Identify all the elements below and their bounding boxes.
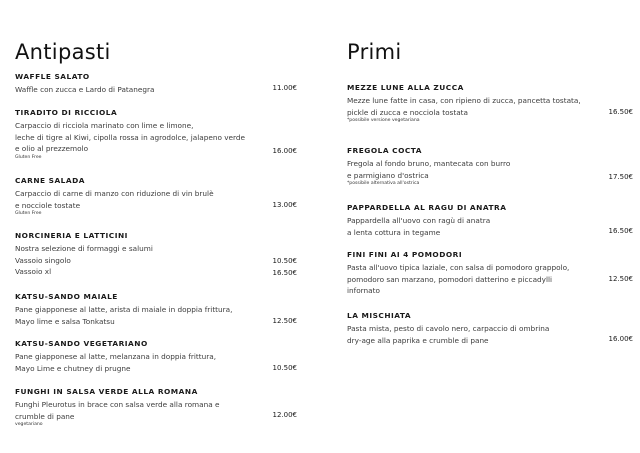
- item-price: 12.50€: [608, 275, 633, 283]
- item-note: *possibile versione vegetariana: [347, 118, 420, 124]
- item-note: vegetariano: [15, 422, 43, 428]
- item-note: Gluten Free: [15, 211, 42, 217]
- item-note: *possibile alternativa all'ostrica: [347, 181, 420, 187]
- primi-title: Primi: [347, 40, 402, 64]
- item-name: CARNE SALADA: [15, 176, 85, 185]
- antipasti-title: Antipasti: [15, 40, 111, 64]
- desc-line: Pane giapponese al latte, melanzana in doppia frittura,: [15, 352, 217, 361]
- desc-line: Pane giapponese al latte, arista di maiale in doppia frittura,: [15, 305, 233, 314]
- desc-line: Mezze lune fatte in casa, con ripieno di zucca, pancetta tostata,: [347, 96, 581, 105]
- item-desc: [347, 262, 632, 297]
- menu-item-tiradito-di-ricciola: [15, 107, 305, 161]
- item-price: 16.50€: [608, 227, 633, 235]
- item-desc: [347, 158, 632, 181]
- desc-line: Funghi Pleurotus in brace con salsa verde alla romana e: [15, 400, 220, 409]
- menu-item-carne-salada: [15, 175, 305, 217]
- item-desc: [15, 399, 305, 422]
- item-desc: [347, 215, 632, 238]
- item-desc: Waffle con zucca e Lardo di Patanegra: [15, 85, 155, 94]
- item-desc: [347, 323, 632, 346]
- desc-line: dry-age alla paprika e crumble di pane: [347, 335, 489, 345]
- item-name: TIRADITO DI RICCIOLA: [15, 108, 118, 117]
- menu-item-fini-fini-ai-4-pomodori: [347, 249, 632, 297]
- item-price: 12.00€: [272, 411, 297, 419]
- desc-line: infornato: [347, 286, 380, 296]
- item-name: WAFFLE SALATO: [15, 72, 90, 81]
- item-price: 13.00€: [272, 201, 297, 209]
- desc-line: e olio al prezzemolo: [15, 144, 89, 154]
- item-price: 16.00€: [608, 335, 633, 343]
- desc-line: Carpaccio di ricciola marinato con lime e limone,: [15, 121, 194, 130]
- item-desc: [15, 304, 305, 327]
- desc-line: Mayo lime e salsa Tonkatsu: [15, 316, 115, 326]
- item-name: FREGOLA COCTA: [347, 146, 422, 155]
- item-desc: [15, 120, 305, 155]
- item-note: Gluten Free: [15, 154, 42, 160]
- item-price-xl: 16.50€: [272, 269, 297, 277]
- desc-line: leche di tigre al Kiwi, cipolla rossa in agrodolce, jalapeno verde: [15, 132, 246, 142]
- item-name: KATSU-SANDO VEGETARIANO: [15, 339, 148, 348]
- item-price: 16.00€: [272, 147, 297, 155]
- desc-line: e nocciole tostate: [15, 200, 81, 210]
- menu-item-pappardella-al-ragu-di-anatra: [347, 202, 632, 238]
- menu-item-katsu-sando-vegetariano: [15, 338, 305, 374]
- menu-item-funghi-in-salsa-verde: [15, 386, 305, 428]
- item-price: 10.50€: [272, 364, 297, 372]
- item-name: PAPPARDELLA AL RAGU DI ANATRA: [347, 203, 507, 212]
- desc-line: Pasta all'uovo tipica laziale, con salsa di pomodoro grappolo,: [347, 263, 570, 272]
- menu-item-katsu-sando-maiale: [15, 291, 305, 327]
- menu-item-waffle-salato: [15, 71, 305, 96]
- desc-line: Fregola al fondo bruno, mantecata con burro: [347, 159, 511, 168]
- item-name: FUNGHI IN SALSA VERDE ALLA ROMANA: [15, 387, 198, 396]
- desc-line: Vassoio singolo: [15, 255, 71, 265]
- desc-line: crumble di pane: [15, 411, 75, 421]
- desc-line: Vassoio xl: [15, 267, 52, 277]
- item-price: 12.50€: [272, 317, 297, 325]
- desc-line: Pappardella all'uovo con ragù di anatra: [347, 216, 491, 225]
- item-name: MEZZE LUNE ALLA ZUCCA: [347, 83, 464, 92]
- desc-line: Nostra selezione di formaggi e salumi: [15, 244, 153, 253]
- desc-line: a lenta cottura in tegame: [347, 227, 441, 237]
- item-name: NORCINERIA E LATTICINI: [15, 231, 128, 240]
- item-name: KATSU-SANDO MAIALE: [15, 292, 118, 301]
- item-name: FINI FINI AI 4 POMODORI: [347, 250, 463, 259]
- menu-item-mezze-lune-alla-zucca: [347, 82, 632, 124]
- menu-item-la-mischiata: [347, 310, 632, 346]
- menu-item-fregola-cocta: [347, 145, 632, 187]
- desc-line: e parmigiano d'ostrica: [347, 170, 429, 180]
- desc-line: pickle di zucca e nocciola tostata: [347, 107, 469, 117]
- item-price: 11.00€: [272, 84, 297, 92]
- item-price: 16.50€: [608, 108, 633, 116]
- desc-line: Carpaccio di carne di manzo con riduzione di vin brulè: [15, 189, 214, 198]
- item-price-single: 10.50€: [272, 257, 297, 265]
- item-desc: [15, 351, 305, 374]
- item-desc: [15, 188, 305, 211]
- desc-line: pomodoro san marzano, pomodori datterino e piccadylli: [347, 274, 553, 284]
- item-name: LA MISCHIATA: [347, 311, 412, 320]
- item-price: 17.50€: [608, 173, 633, 181]
- item-desc: [347, 95, 632, 118]
- item-desc: [15, 243, 305, 278]
- desc-line: Pasta mista, pesto di cavolo nero, carpaccio di ombrina: [347, 324, 550, 333]
- menu-item-norcineria-e-latticini: [15, 230, 305, 278]
- desc-line: Mayo Lime e chutney di prugne: [15, 363, 131, 373]
